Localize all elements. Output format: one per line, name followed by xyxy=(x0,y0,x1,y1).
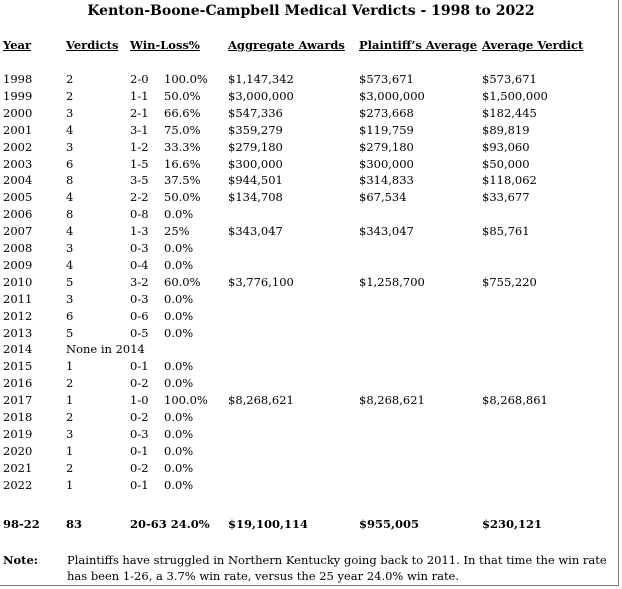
cell-year: 2000 xyxy=(3,105,33,120)
cell-plaintiff-average: $314,833 xyxy=(359,173,414,188)
cell-aggregate: $1,147,342 xyxy=(228,72,294,86)
cell-year: 2011 xyxy=(3,291,33,306)
cell-win-loss: 2-1 xyxy=(130,105,149,120)
cell-plaintiff-average: $273,668 xyxy=(359,105,414,120)
cell-win-loss: 0-6 xyxy=(130,308,149,323)
cell-win-pct: 60.0% xyxy=(164,274,201,289)
header-plaintiff-average: Plaintiff’s Average xyxy=(359,38,478,52)
cell-win-pct: 0.0% xyxy=(164,460,194,475)
cell-verdicts: 1 xyxy=(66,359,74,374)
cell-plaintiff-average: $300,000 xyxy=(359,156,414,171)
cell-year: 1999 xyxy=(3,88,33,103)
cell-win-pct: 0.0% xyxy=(164,325,194,340)
cell-aggregate: $279,180 xyxy=(228,139,283,154)
cell-aggregate: $300,000 xyxy=(228,156,283,171)
cell-win-pct: 66.6% xyxy=(164,105,201,120)
totals-average-verdict: $230,121 xyxy=(482,517,543,531)
cell-average-verdict: $85,761 xyxy=(482,224,530,239)
cell-aggregate: $3,000,000 xyxy=(228,88,294,103)
cell-win-loss: 0-2 xyxy=(130,460,149,475)
cell-win-pct: 0.0% xyxy=(164,291,194,306)
header-win-loss: Win-Loss% xyxy=(130,38,200,52)
header-year: Year xyxy=(3,38,32,52)
cell-win-pct: 0.0% xyxy=(164,308,194,323)
cell-win-loss: 0-2 xyxy=(130,410,149,424)
cell-verdicts: 3 xyxy=(66,241,74,255)
cell-win-loss: 2-2 xyxy=(130,190,149,205)
cell-verdicts: 1 xyxy=(66,443,74,458)
cell-win-pct: 0.0% xyxy=(164,359,194,374)
cell-verdicts: 4 xyxy=(66,257,74,272)
cell-year: 2017 xyxy=(3,393,33,408)
cell-year: 2020 xyxy=(3,443,33,458)
cell-year: 2001 xyxy=(3,122,33,137)
cell-verdicts: 5 xyxy=(66,325,74,340)
cell-win-pct: 0.0% xyxy=(164,410,194,424)
cell-win-loss: 0-8 xyxy=(130,207,149,222)
cell-aggregate: $547,336 xyxy=(228,105,283,120)
document-title: Kenton-Boone-Campbell Medical Verdicts - 1998 to 2022 xyxy=(87,3,535,19)
cell-verdicts: 4 xyxy=(66,122,74,137)
cell-win-loss: 3-2 xyxy=(130,274,149,289)
cell-year: 2016 xyxy=(3,376,33,391)
cell-aggregate: $8,268,621 xyxy=(228,393,294,408)
cell-plaintiff-average: $279,180 xyxy=(359,139,414,154)
cell-win-pct: 16.6% xyxy=(164,156,201,171)
cell-average-verdict: $50,000 xyxy=(482,156,530,171)
cell-year: 2004 xyxy=(3,173,33,188)
cell-win-pct: 75.0% xyxy=(164,122,201,137)
cell-average-verdict: $89,819 xyxy=(482,122,530,137)
cell-win-pct: 100.0% xyxy=(164,72,208,86)
cell-win-pct: 50.0% xyxy=(164,190,201,205)
cell-verdicts: 1 xyxy=(66,477,74,492)
cell-win-loss: 0-1 xyxy=(130,359,149,374)
cell-verdicts: 1 xyxy=(66,393,74,408)
cell-win-pct: 0.0% xyxy=(164,207,194,222)
cell-aggregate: $134,708 xyxy=(228,190,283,205)
cell-year: 2002 xyxy=(3,139,33,154)
cell-year: 2008 xyxy=(3,241,33,255)
cell-year: 2006 xyxy=(3,207,33,222)
cell-win-loss: 0-1 xyxy=(130,477,149,492)
note-text: Plaintiffs have struggled in Northern Kentucky going back to 2011. In that time the win rate has been 1-26, a 3.7% win rate, versus the 25 year 24.0% win rate. xyxy=(67,553,607,583)
cell-average-verdict: $93,060 xyxy=(482,139,530,154)
cell-win-loss: 1-3 xyxy=(130,224,149,239)
totals-year: 98-22 xyxy=(3,517,40,531)
cell-aggregate: $343,047 xyxy=(228,224,283,239)
cell-win-loss: 1-5 xyxy=(130,156,149,171)
cell-year: 2018 xyxy=(3,410,33,424)
cell-win-pct: 100.0% xyxy=(164,393,208,408)
cell-average-verdict: $118,062 xyxy=(482,173,537,188)
cell-year: 2007 xyxy=(3,224,33,239)
cell-verdicts: 2 xyxy=(66,460,74,475)
cell-verdicts: 2 xyxy=(66,410,74,424)
cell-win-pct: 25% xyxy=(164,224,190,239)
cell-win-loss: 0-1 xyxy=(130,443,149,458)
cell-year: 2009 xyxy=(3,257,33,272)
header-average-verdict: Average Verdict xyxy=(482,38,584,52)
cell-plaintiff-average: $1,258,700 xyxy=(359,274,425,289)
cell-plaintiff-average: $67,534 xyxy=(359,190,407,205)
cell-verdicts: 2 xyxy=(66,88,74,103)
cell-year: 1998 xyxy=(3,72,33,86)
cell-year: 2013 xyxy=(3,325,33,340)
cell-win-loss: 1-0 xyxy=(130,393,149,408)
cell-aggregate: $944,501 xyxy=(228,173,283,188)
cell-verdicts: 2 xyxy=(66,376,74,391)
totals-win-loss: 20-63 24.0% xyxy=(130,517,210,531)
cell-year: 2012 xyxy=(3,308,33,323)
cell-average-verdict: $573,671 xyxy=(482,72,537,86)
cell-average-verdict: $33,677 xyxy=(482,190,530,205)
cell-year: 2014 xyxy=(3,342,33,357)
cell-plaintiff-average: $573,671 xyxy=(359,72,414,86)
cell-win-pct: 0.0% xyxy=(164,376,194,391)
cell-win-pct: 50.0% xyxy=(164,88,201,103)
cell-year: 2019 xyxy=(3,426,33,441)
totals-aggregate: $19,100,114 xyxy=(228,517,309,531)
cell-verdicts: 3 xyxy=(66,291,74,306)
note-label: Note: xyxy=(3,553,39,567)
cell-plaintiff-average: $343,047 xyxy=(359,224,414,239)
cell-average-verdict: $1,500,000 xyxy=(482,88,548,103)
cell-year: 2021 xyxy=(3,460,33,475)
cell-verdicts: 6 xyxy=(66,156,74,171)
cell-verdicts: 4 xyxy=(66,190,74,205)
cell-verdicts: 5 xyxy=(66,274,74,289)
cell-win-loss: 0-3 xyxy=(130,241,149,255)
cell-win-loss: 0-2 xyxy=(130,376,149,391)
cell-average-verdict: $182,445 xyxy=(482,105,537,120)
cell-win-pct: 0.0% xyxy=(164,241,194,255)
cell-verdicts: 8 xyxy=(66,207,74,222)
cell-aggregate: $3,776,100 xyxy=(228,274,294,289)
header-aggregate-awards: Aggregate Awards xyxy=(228,38,345,52)
cell-win-pct: 33.3% xyxy=(164,139,201,154)
cell-year: 2005 xyxy=(3,190,33,205)
cell-win-loss: 0-3 xyxy=(130,291,149,306)
cell-verdicts: None in 2014 xyxy=(66,342,145,357)
cell-verdicts: 3 xyxy=(66,105,74,120)
cell-year: 2003 xyxy=(3,156,33,171)
cell-win-loss: 3-5 xyxy=(130,173,149,188)
cell-win-loss: 3-1 xyxy=(130,122,149,137)
cell-win-pct: 37.5% xyxy=(164,173,201,188)
cell-average-verdict: $8,268,861 xyxy=(482,393,548,408)
cell-win-loss: 0-3 xyxy=(130,426,149,441)
cell-win-loss: 1-1 xyxy=(130,88,149,103)
totals-plaintiff-average: $955,005 xyxy=(359,517,420,531)
cell-win-loss: 0-5 xyxy=(130,325,149,340)
cell-win-loss: 2-0 xyxy=(130,72,149,86)
cell-plaintiff-average: $8,268,621 xyxy=(359,393,425,408)
cell-win-loss: 1-2 xyxy=(130,139,149,154)
header-verdicts: Verdicts xyxy=(66,38,119,52)
cell-year: 2010 xyxy=(3,274,33,289)
cell-year: 2022 xyxy=(3,477,33,492)
cell-verdicts: 4 xyxy=(66,224,74,239)
cell-verdicts: 3 xyxy=(66,426,74,441)
cell-win-pct: 0.0% xyxy=(164,426,194,441)
cell-win-loss: 0-4 xyxy=(130,257,149,272)
cell-plaintiff-average: $3,000,000 xyxy=(359,88,425,103)
cell-win-pct: 0.0% xyxy=(164,257,194,272)
cell-verdicts: 3 xyxy=(66,139,74,154)
cell-win-pct: 0.0% xyxy=(164,443,194,458)
cell-average-verdict: $755,220 xyxy=(482,274,537,289)
cell-win-pct: 0.0% xyxy=(164,477,194,492)
cell-verdicts: 8 xyxy=(66,173,74,188)
totals-verdicts: 83 xyxy=(66,517,83,531)
cell-verdicts: 2 xyxy=(66,72,74,86)
cell-verdicts: 6 xyxy=(66,308,74,323)
cell-plaintiff-average: $119,759 xyxy=(359,122,414,137)
cell-aggregate: $359,279 xyxy=(228,122,283,137)
cell-year: 2015 xyxy=(3,359,33,374)
